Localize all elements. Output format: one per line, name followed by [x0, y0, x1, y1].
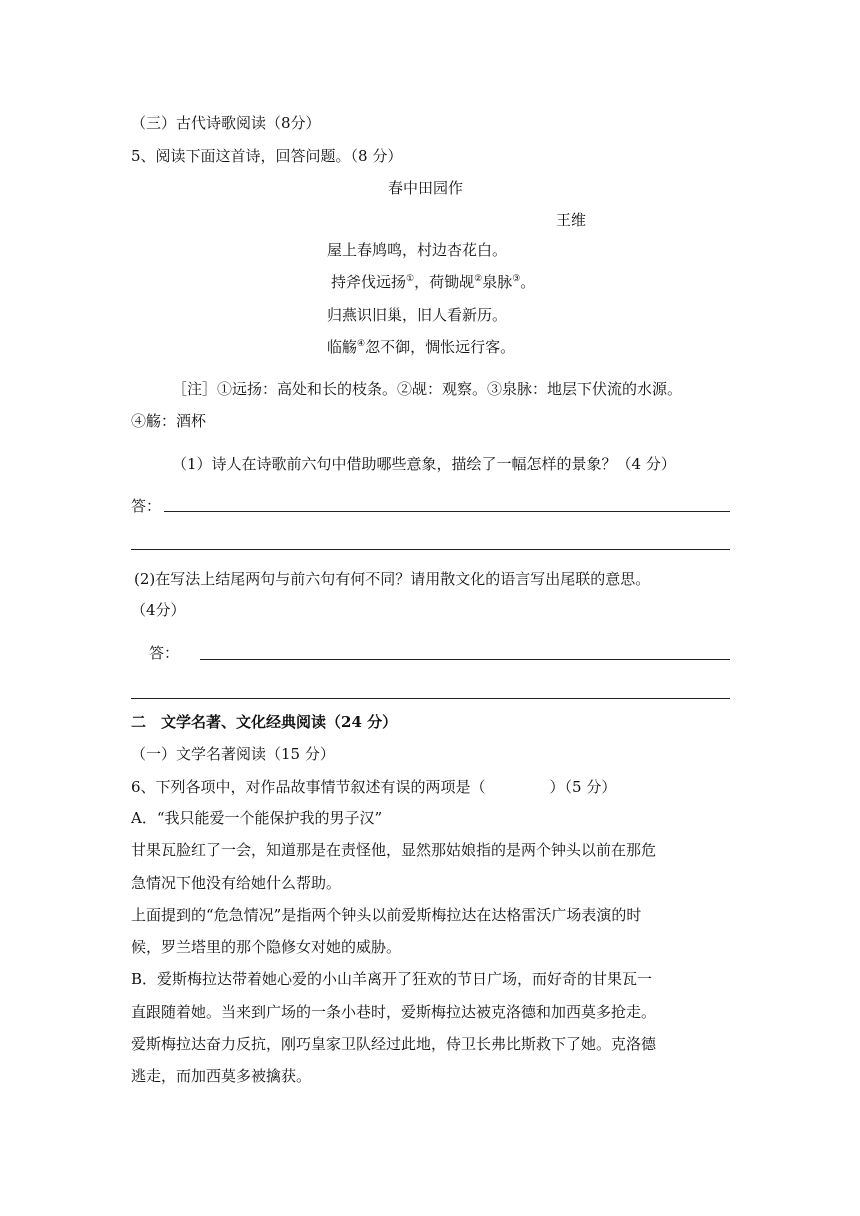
poem-notes-line-2: ④觞：酒杯 [131, 412, 207, 430]
poem-author: 王维 [556, 211, 587, 229]
answer-label-1: 答： [131, 497, 162, 515]
answer-line-2a[interactable] [200, 659, 730, 660]
sub-question-1: （1）诗人在诗歌前六句中借助哪些意象，描绘了一幅怎样的景象？（4 分） [172, 455, 676, 473]
sub-question-2-line-2: （4分） [131, 601, 186, 619]
option-a-title: A．“我只能爱一个能保护我的男子汉” [131, 809, 383, 827]
part-2-title: 二 文学名著、文化经典阅读（24 分） [131, 713, 398, 731]
poem-line-1: 屋上春鸠鸣，村边杏花白。 [327, 241, 508, 259]
footnote-marker-4: ④ [357, 339, 366, 349]
footnote-marker-3: ③ [512, 274, 521, 284]
section-title-poetry: （三）古代诗歌阅读（8分） [131, 114, 321, 132]
poem-line-4: 临觞④忽不御，惆怅远行客。 [327, 338, 516, 356]
option-b-line1: B．爱斯梅拉达带着她心爱的小山羊离开了狂欢的节日广场，而好奇的甘果瓦一 [131, 970, 653, 988]
option-a-para2-line1: 上面提到的“危急情况”是指两个钟头以前爱斯梅拉达在达格雷沃广场表演的时 [131, 906, 642, 924]
question-5-stem: 5、阅读下面这首诗，回答问题。（8 分） [131, 147, 403, 165]
footnote-marker-2: ② [474, 274, 483, 284]
option-a-para1-line2: 急情况下他没有给她什么帮助。 [131, 874, 342, 892]
answer-line-1b[interactable] [131, 549, 730, 550]
poem-line-3: 归燕识旧巢，旧人看新历。 [327, 306, 508, 324]
subsection-title-literature: （一）文学名著阅读（15 分） [131, 745, 335, 763]
sub-question-2-line-1: (2)在写法上结尾两句与前六句有何不同？请用散文化的语言写出尾联的意思。 [134, 570, 651, 588]
poem-notes-line-1: ［注］①远扬：高处和长的枝条。②觇：观察。③泉脉：地层下伏流的水源。 [172, 380, 683, 398]
answer-line-2b[interactable] [131, 698, 730, 699]
option-b-line4: 逃走，而加西莫多被擒获。 [131, 1067, 312, 1085]
option-b-line2: 直跟随着她。当来到广场的一条小巷时，爱斯梅拉达被克洛德和加西莫多抢走。 [131, 1003, 657, 1021]
poem-line-2: 持斧伐远扬①，荷锄觇②泉脉③。 [331, 273, 536, 291]
option-a-para1-line1: 甘果瓦脸红了一会，知道那是在责怪他，显然那姑娘指的是两个钟头以前在那危 [131, 841, 657, 859]
poem-title: 春中田园作 [388, 179, 464, 197]
option-a-para2-line2: 候，罗兰塔里的那个隐修女对她的威胁。 [131, 938, 402, 956]
question-6-stem: 6、下列各项中，对作品故事情节叙述有误的两项是（ ）（5 分） [131, 778, 617, 796]
option-b-line3: 爱斯梅拉达奋力反抗，刚巧皇家卫队经过此地，侍卫长弗比斯救下了她。克洛德 [131, 1035, 657, 1053]
footnote-marker-1: ① [406, 274, 415, 284]
answer-label-2: 答： [149, 644, 180, 662]
answer-line-1a[interactable] [164, 511, 730, 512]
